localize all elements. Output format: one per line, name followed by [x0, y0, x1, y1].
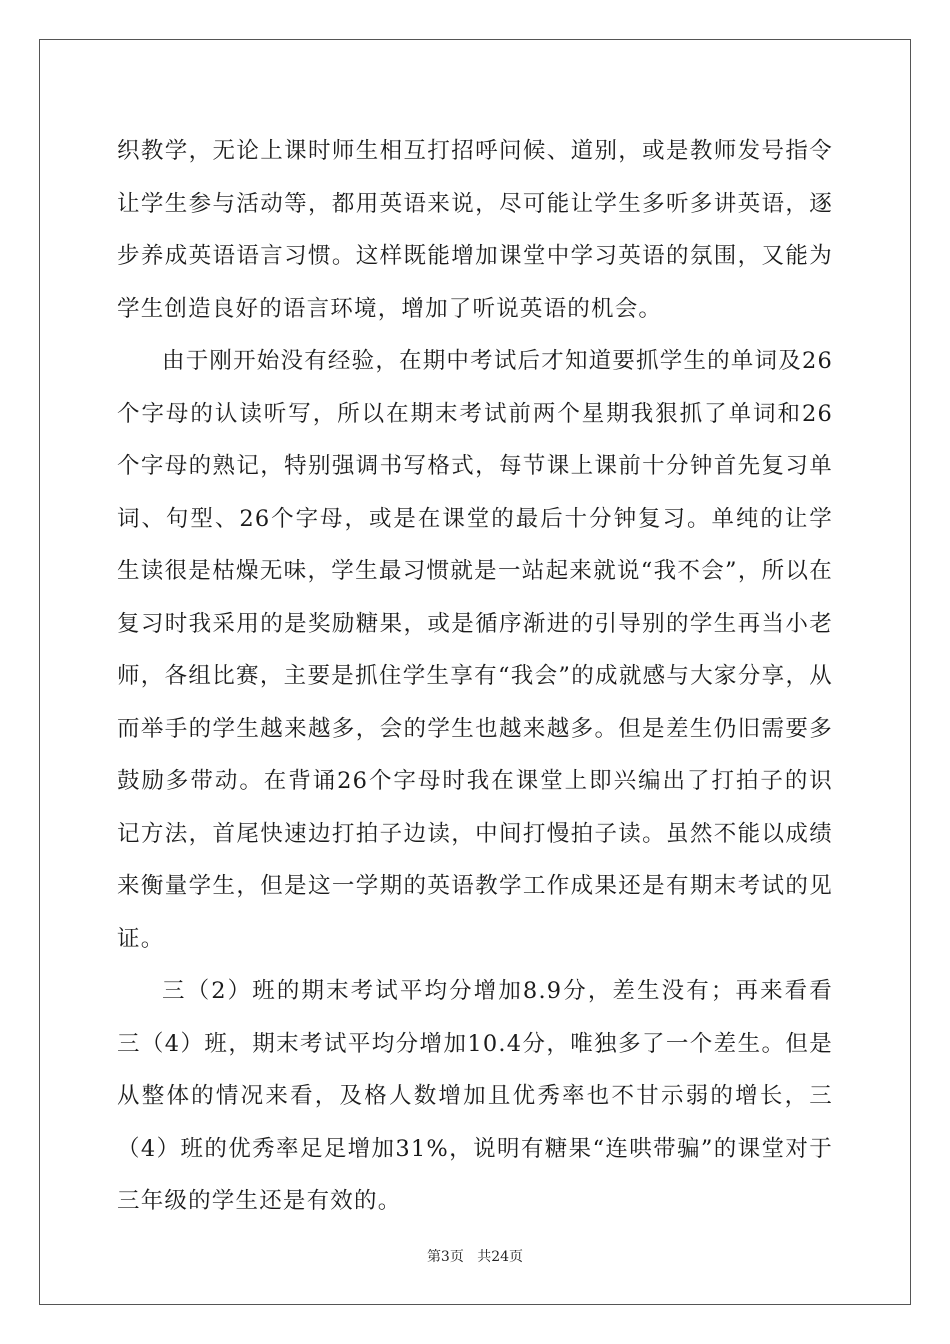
paragraph-3: 三（2）班的期末考试平均分增加8.9分，差生没有；再来看看三（4）班，期末考试平均分增加10.4分，唯独多了一个差生。但是从整体的情况来看，及格人数增加且优秀率也不甘示弱的增长，三（4）班的优秀率足足增加31%，说明有糖果“连哄带骗”的课堂对于三年级的学生还是有效的。: [117, 978, 833, 1214]
paragraph-2: 由于刚开始没有经验，在期中考试后才知道要抓学生的单词及26个字母的认读听写，所以在期末考试前两个星期我狠抓了单词和26个字母的熟记，特别强调书写格式，每节课上课前十分钟首先复习单词、句型、26个字母，或是在课堂的最后十分钟复习。单纯的让学生读很是枯燥无味，学生最习惯就是一站起来就说“我不会”，所以在复习时我采用的是奖励糖果，或是循序渐进的引导别的学生再当小老师，各组比赛，主要是抓住学生享有“我会”的成就感与大家分享，从而举手的学生越来越多，会的学生也越来越多。但是差生仍旧需要多鼓励多带动。在背诵26个字母时我在课堂上即兴编出了打拍子的识记方法，首尾快速边打拍子边读，中间打慢拍子读。虽然不能以成绩来衡量学生，但是这一学期的英语教学工作成果还是有期末考试的见证。: [117, 348, 833, 952]
paragraph-1: 织教学，无论上课时师生相互打招呼问候、道别，或是教师发号指令让学生参与活动等，都用英语来说，尽可能让学生多听多讲英语，逐步养成英语语言习惯。这样既能增加课堂中学习英语的氛围，又能为学生创造良好的语言环境，增加了听说英语的机会。: [117, 138, 833, 322]
page-total: 共24页: [477, 1249, 524, 1265]
document-body: [117, 125, 833, 1228]
page-footer: [0, 1246, 950, 1266]
page-number: 第3页: [426, 1249, 464, 1265]
